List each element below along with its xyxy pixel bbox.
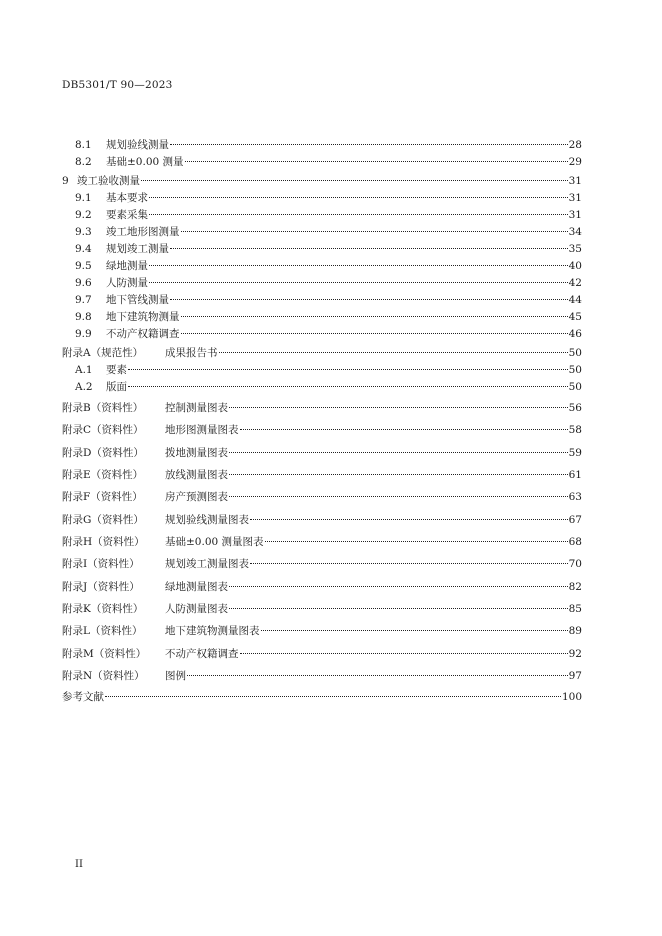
- toc-entry-page: 35: [568, 243, 582, 255]
- toc-entry-page: 45: [568, 311, 582, 323]
- toc-entry[interactable]: [75, 293, 582, 307]
- toc-entry-page: 58: [568, 424, 582, 436]
- toc-entry-title: 不动产权籍调查: [165, 648, 239, 660]
- toc-entry-title: 基本要求: [106, 192, 148, 204]
- toc-entry-page: 34: [568, 226, 582, 238]
- toc-entry[interactable]: [62, 174, 582, 188]
- toc-entry[interactable]: [62, 580, 582, 594]
- toc-entry-number: 9.6: [75, 277, 92, 289]
- toc-entry-page: 82: [568, 581, 582, 593]
- toc-entry-number: 8.2: [75, 156, 92, 168]
- toc-entry[interactable]: [62, 557, 582, 571]
- toc-entry-number: 附录M（资料性）: [62, 648, 147, 660]
- toc-entry-page: 100: [561, 691, 582, 703]
- toc-entry-title: 竣工地形图测量: [106, 226, 180, 238]
- toc-entry-page: 89: [568, 625, 582, 637]
- toc-entry-page: 46: [568, 328, 582, 340]
- toc-entry[interactable]: [62, 423, 582, 437]
- toc-entry-title: 房产预测图表: [165, 491, 228, 503]
- toc-entry-number: 9.3: [75, 226, 92, 238]
- toc-dot-leader: [149, 265, 568, 266]
- document-code: DB5301/T 90—2023: [62, 79, 173, 91]
- toc-entry-number: 附录A（规范性）: [62, 347, 144, 359]
- toc-entry-title: 放线测量图表: [165, 469, 228, 481]
- toc-entry[interactable]: [62, 624, 582, 638]
- toc-entry-page: 50: [568, 364, 582, 376]
- toc-entry[interactable]: [62, 468, 582, 482]
- toc-dot-leader: [250, 563, 568, 564]
- toc-dot-leader: [219, 352, 568, 353]
- toc-entry-title: 拨地测量图表: [165, 447, 228, 459]
- toc-entry-page: 61: [568, 469, 582, 481]
- toc-entry[interactable]: [75, 191, 582, 205]
- toc-entry[interactable]: [62, 647, 582, 661]
- toc-entry-number: 9.5: [75, 260, 92, 272]
- toc-entry-page: 50: [568, 381, 582, 393]
- toc-entry[interactable]: [75, 259, 582, 273]
- toc-entry-title: 人防测量图表: [165, 603, 228, 615]
- toc-entry-page: 28: [568, 139, 582, 151]
- toc-entry-page: 56: [568, 402, 582, 414]
- toc-entry-number: A.2: [75, 381, 93, 393]
- toc-entry-title: 基础±0.00 测量图表: [165, 536, 264, 548]
- toc-entry-number: 9: [62, 175, 69, 187]
- toc-entry-page: 42: [568, 277, 582, 289]
- toc-entry-title: 竣工验收测量: [77, 175, 140, 187]
- toc-entry-number: A.1: [75, 364, 93, 376]
- toc-entry[interactable]: [75, 138, 582, 152]
- toc-dot-leader: [181, 333, 568, 334]
- toc-entry[interactable]: [62, 490, 582, 504]
- toc-entry-title: 不动产权籍调查: [106, 328, 180, 340]
- toc-dot-leader: [229, 474, 568, 475]
- toc-entry-page: 97: [568, 670, 582, 682]
- toc-dot-leader: [229, 608, 568, 609]
- toc-entry-title: 地下建筑物测量: [106, 311, 180, 323]
- toc-entry-number: 9.1: [75, 192, 92, 204]
- toc-dot-leader: [229, 452, 568, 453]
- toc-entry-number: 9.4: [75, 243, 92, 255]
- toc-entry-page: 29: [568, 156, 582, 168]
- toc-entry[interactable]: [75, 208, 582, 222]
- toc-entry[interactable]: [75, 276, 582, 290]
- toc-entry-number: 附录J（资料性）: [62, 581, 140, 593]
- toc-entry-number: 9.8: [75, 311, 92, 323]
- toc-dot-leader: [181, 316, 568, 317]
- toc-entry[interactable]: [75, 242, 582, 256]
- toc-dot-leader: [261, 630, 568, 631]
- toc-entry-page: 85: [568, 603, 582, 615]
- toc-entry-title: 规划验线测量图表: [165, 514, 249, 526]
- toc-entry[interactable]: [62, 690, 582, 704]
- toc-dot-leader: [240, 653, 568, 654]
- toc-entry[interactable]: [75, 363, 582, 377]
- toc-entry-title: 地下建筑物测量图表: [165, 625, 260, 637]
- page-number: II: [75, 859, 83, 870]
- toc-dot-leader: [170, 144, 568, 145]
- toc-entry-title: 绿地测量: [106, 260, 148, 272]
- toc-entry-number: 9.2: [75, 209, 92, 221]
- toc-dot-leader: [187, 675, 568, 676]
- toc-entry-page: 68: [568, 536, 582, 548]
- toc-entry-title: 参考文献: [62, 691, 104, 703]
- toc-entry-page: 31: [568, 209, 582, 221]
- toc-entry-page: 50: [568, 347, 582, 359]
- toc-entry-page: 44: [568, 294, 582, 306]
- toc-entry-title: 规划竣工测量: [106, 243, 169, 255]
- toc-entry-title: 图例: [165, 670, 186, 682]
- toc-entry-title: 人防测量: [106, 277, 148, 289]
- toc-entry-title: 基础±0.00 测量: [106, 156, 184, 168]
- toc-entry-title: 控制测量图表: [165, 402, 228, 414]
- toc-entry-title: 成果报告书: [165, 347, 218, 359]
- toc-dot-leader: [181, 231, 568, 232]
- toc-entry-number: 附录L（资料性）: [62, 625, 143, 637]
- toc-entry[interactable]: [75, 310, 582, 324]
- toc-dot-leader: [185, 161, 568, 162]
- toc-dot-leader: [229, 407, 568, 408]
- toc-entry-page: 31: [568, 175, 582, 187]
- toc-entry-number: 附录K（资料性）: [62, 603, 144, 615]
- toc-entry-number: 附录F（资料性）: [62, 491, 143, 503]
- toc-entry-title: 要素采集: [106, 209, 148, 221]
- toc-entry-page: 67: [568, 514, 582, 526]
- toc-entry[interactable]: [75, 155, 582, 169]
- toc-entry-title: 规划验线测量: [106, 139, 169, 151]
- toc-dot-leader: [105, 696, 561, 697]
- toc-dot-leader: [265, 541, 568, 542]
- toc-entry[interactable]: [62, 669, 582, 683]
- toc-entry[interactable]: [75, 225, 582, 239]
- toc-entry-number: 9.9: [75, 328, 92, 340]
- toc-entry-number: 8.1: [75, 139, 92, 151]
- toc-entry[interactable]: [62, 446, 582, 460]
- toc-dot-leader: [149, 282, 568, 283]
- toc-entry-title: 要素: [106, 364, 127, 376]
- toc-entry-title: 规划竣工测量图表: [165, 558, 249, 570]
- toc-entry-number: 9.7: [75, 294, 92, 306]
- toc-dot-leader: [141, 180, 568, 181]
- toc-entry[interactable]: [62, 535, 582, 549]
- toc-entry-number: 附录N（资料性）: [62, 670, 145, 682]
- toc-dot-leader: [149, 197, 568, 198]
- toc-entry-title: 地形图测量图表: [165, 424, 239, 436]
- toc-entry[interactable]: [62, 602, 582, 616]
- toc-entry-title: 绿地测量图表: [165, 581, 228, 593]
- toc-dot-leader: [170, 299, 568, 300]
- toc-entry-number: 附录E（资料性）: [62, 469, 144, 481]
- toc-entry-number: 附录H（资料性）: [62, 536, 145, 548]
- toc-entry-number: 附录C（资料性）: [62, 424, 144, 436]
- toc-dot-leader: [128, 386, 568, 387]
- toc-entry-number: 附录D（资料性）: [62, 447, 144, 459]
- toc-dot-leader: [229, 496, 568, 497]
- toc-dot-leader: [229, 586, 568, 587]
- toc-entry[interactable]: [75, 327, 582, 341]
- toc-entry-page: 92: [568, 648, 582, 660]
- toc-entry-title: 版面: [106, 381, 127, 393]
- toc-entry-number: 附录G（资料性）: [62, 514, 144, 526]
- toc-entry-number: 附录B（资料性）: [62, 402, 144, 414]
- toc-entry-title: 地下管线测量: [106, 294, 169, 306]
- toc-entry[interactable]: [75, 380, 582, 394]
- toc-dot-leader: [250, 519, 568, 520]
- toc-entry[interactable]: [62, 346, 582, 360]
- toc-entry-page: 59: [568, 447, 582, 459]
- toc-entry[interactable]: [62, 401, 582, 415]
- toc-entry-number: 附录I（资料性）: [62, 558, 140, 570]
- toc-entry[interactable]: [62, 513, 582, 527]
- toc-entry-page: 63: [568, 491, 582, 503]
- toc-entry-page: 40: [568, 260, 582, 272]
- toc-dot-leader: [128, 369, 568, 370]
- toc-dot-leader: [149, 214, 568, 215]
- toc-dot-leader: [170, 248, 568, 249]
- toc-entry-page: 70: [568, 558, 582, 570]
- toc-dot-leader: [240, 429, 568, 430]
- toc-entry-page: 31: [568, 192, 582, 204]
